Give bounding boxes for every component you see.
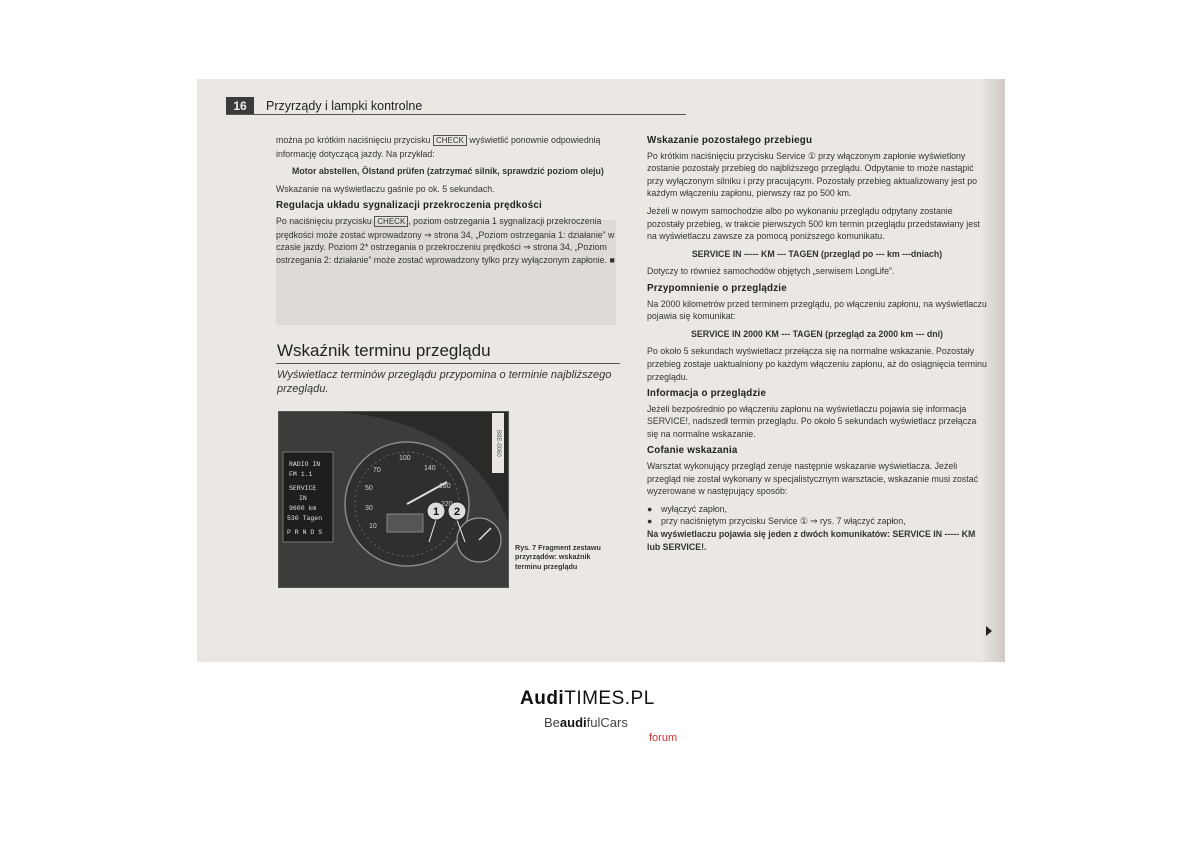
display-line: 9600 km bbox=[289, 505, 317, 512]
service-message: SERVICE IN ----- KM --- TAGEN (przegląd po --- km ---dniach) bbox=[691, 248, 943, 259]
display-line: 530 Tagen bbox=[287, 515, 323, 522]
gauge-label: 180 bbox=[439, 483, 451, 490]
paragraph: Wskazanie na wyświetlaczu gaśnie po ok. 5 sekundach. bbox=[276, 183, 495, 194]
display-line: P R N D S bbox=[287, 529, 323, 536]
bullet-icon: ● bbox=[647, 516, 653, 527]
list-item: ● przy naciśniętym przycisku Service ① ⇒ rys. 7 włączyć zapłon, bbox=[647, 516, 906, 527]
paragraph: Na wyświetlaczu pojawia się jeden z dwóch komunikatów: SERVICE IN ----- KM lub SERVICE!. bbox=[647, 529, 976, 552]
continue-arrow-icon bbox=[986, 626, 992, 636]
paragraph: można po krótkim naciśnięciu przycisku CHECK wyświetlić ponownie odpowiednią informację dotyczącą jazdy. Na przykład: bbox=[276, 135, 601, 159]
figure-code: B8E-0060 bbox=[492, 413, 504, 473]
logo-forum: forum bbox=[649, 732, 678, 744]
left-column bbox=[276, 134, 616, 271]
scanned-page bbox=[197, 79, 1005, 662]
check-key: CHECK bbox=[433, 135, 467, 146]
gauge-label: 30 bbox=[365, 505, 373, 512]
section-title: Wskaźnik terminu przeglądu bbox=[277, 341, 491, 360]
header-rule bbox=[226, 114, 686, 115]
display-line: SERVICE bbox=[289, 485, 317, 492]
right-column bbox=[647, 131, 987, 558]
gauge-label: 50 bbox=[365, 485, 373, 492]
check-key: CHECK bbox=[374, 216, 408, 227]
section-rule bbox=[276, 363, 620, 364]
paragraph: Jeżeli w nowym samochodzie albo po wykonaniu przeglądu odpytany zostanie pozostały przebieg, w trakcie pierwszych 500 km termin przeglądu przedstawiany jest na wyświetlaczu zawsze za pomocą poniższego komunikatu. bbox=[647, 205, 980, 242]
callout-2: 2 bbox=[453, 506, 461, 518]
logo-main: AudiTIMES.PL bbox=[520, 688, 655, 709]
gauge-label: 10 bbox=[369, 523, 377, 530]
chapter-title: Przyrządy i lampki kontrolne bbox=[266, 99, 423, 113]
heading-pozostaly-przebieg: Wskazanie pozostałego przebiegu bbox=[647, 135, 813, 146]
paragraph: Na 2000 kilometrów przed terminem przeglądu, po włączeniu zapłonu, na wyświetlaczu pojawia się komunikat: bbox=[647, 298, 987, 322]
page-header bbox=[226, 97, 514, 115]
gauge-label: 220 bbox=[441, 501, 453, 508]
service-message: SERVICE IN 2000 KM --- TAGEN (przegląd za 2000 km --- dni) bbox=[691, 328, 943, 339]
heading-regulacja: Regulacja układu sygnalizacji przekroczenia prędkości bbox=[276, 200, 542, 212]
callout-1: 1 bbox=[432, 506, 440, 518]
gauge-label: 140 bbox=[424, 465, 436, 472]
heading-cofanie: Cofanie wskazania bbox=[647, 445, 738, 457]
list-item: ● wyłączyć zapłon, bbox=[647, 503, 728, 514]
bullet-icon: ● bbox=[647, 503, 653, 514]
paragraph: Po około 5 sekundach wyświetlacz przełącza się na normalne wskazanie. Pozostały przebieg zostaje uaktualniony po każdym włączeniu zapłonu, aż do osiągnięcia terminu przeglądu. bbox=[647, 346, 987, 382]
heading-przypomnienie: Przypomnienie o przeglądzie bbox=[647, 282, 787, 294]
paragraph: Po naciśnięciu przycisku CHECK , poziom ostrzegania 1 sygnalizacji przekroczenia prędkości może zostać wprowadzony ⇒ strona 34, „Poziom ostrzegania 1: działanie” w czasie jazdy. Poziom 2* ostrzegania o przekroczeniu prędkości ⇒ strona 34, „Poziom ostrzegania 2: działanie” może zostać wprowadzony tylko przy wyłączonym zapłonie. ■ bbox=[276, 215, 615, 265]
display-line: FM 1.1 bbox=[289, 471, 313, 478]
gauge-label: 100 bbox=[399, 455, 411, 462]
gauge-label: 70 bbox=[373, 467, 381, 474]
paragraph: Jeżeli bezpośrednio po włączeniu zapłonu na wyświetlaczu pojawia się informacja SERVICE!, nadszedł termin przeglądu. Po około 5 sekundach wyświetlacz przełącza się na normalne wskazanie. bbox=[647, 403, 977, 439]
instrument-cluster-figure bbox=[278, 411, 509, 588]
logo-subtitle: BeaudifulCars bbox=[544, 715, 628, 730]
example-message: Motor abstellen, Ölstand prüfen (zatrzymać silnik, sprawdzić poziom oleju) bbox=[292, 166, 604, 177]
display-line: RADIO IN bbox=[289, 461, 321, 468]
page-number: 16 bbox=[226, 97, 254, 115]
paragraph: Dotyczy to również samochodów objętych „serwisem LongLife”. bbox=[647, 266, 895, 277]
heading-informacja: Informacja o przeglądzie bbox=[647, 388, 767, 400]
audi-times-logo bbox=[520, 688, 720, 748]
paragraph: Po krótkim naciśnięciu przycisku Service ① przy włączonym zapłonie wyświetlony zostanie pozostały przebieg do najbliższego przeglądu. Odpytanie to może nastąpić przy wyłączonym silniku i przy pracującym. Pozostały przebieg aktualizowany jest po każdym włączeniu zapłonu, pierwszy raz po 500 km. bbox=[647, 150, 978, 199]
cluster-illustration bbox=[279, 412, 508, 587]
paragraph: Warsztat wykonujący przegląd zeruje następnie wskazanie wyświetlacza. Jeżeli przegląd nie został wykonany w specjalistycznym warsztacie, wskazanie musi zostać wyzerowane w następujący sposób: bbox=[647, 461, 978, 497]
figure-caption: Rys. 7 Fragment zestawu przyrządów: wskaźnik terminu przeglądu bbox=[515, 543, 601, 571]
section-subtitle: Wyświetlacz terminów przeglądu przypomina o terminie najbliższego przeglądu. bbox=[277, 369, 612, 395]
display-line: IN bbox=[299, 495, 307, 502]
